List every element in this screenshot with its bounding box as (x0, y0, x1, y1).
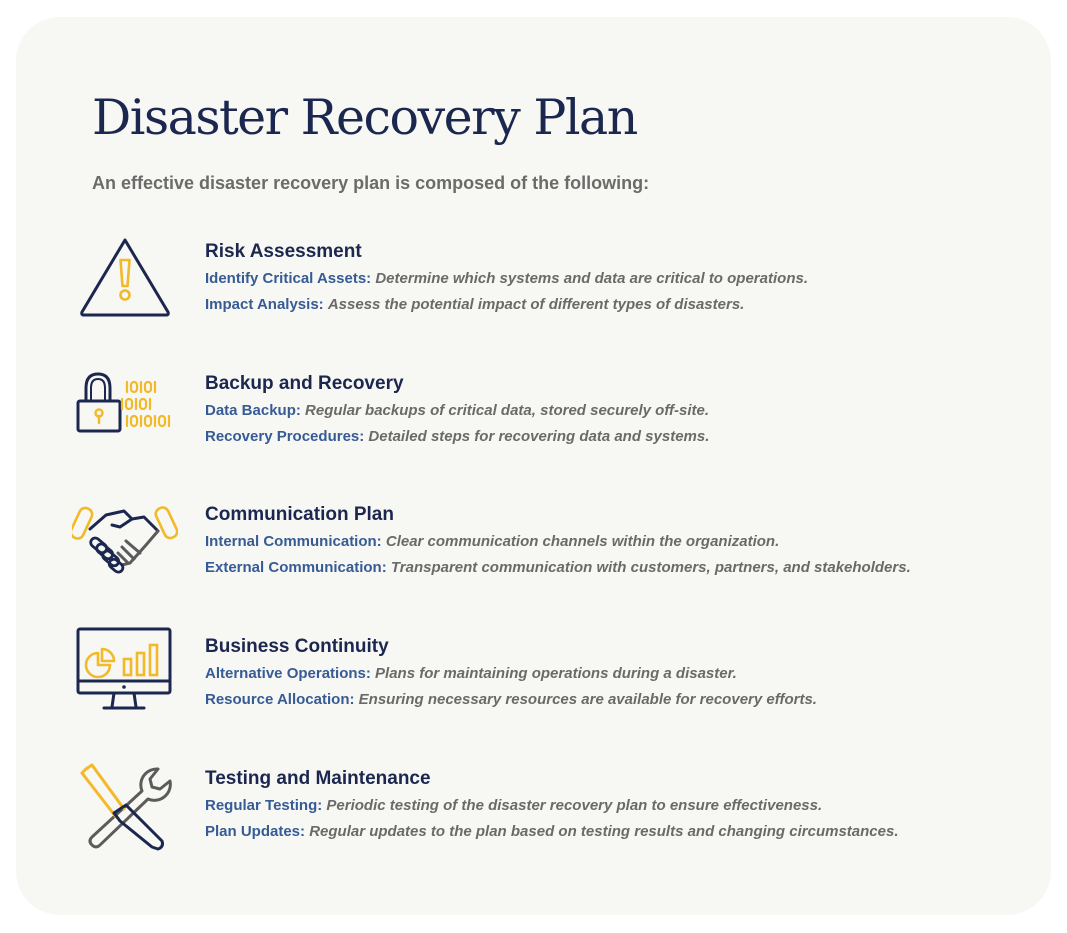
point-label: External Communication: (205, 559, 387, 576)
point-description: Plans for maintaining operations during a disaster. (375, 665, 737, 682)
point-description: Detailed steps for recovering data and systems. (368, 428, 710, 445)
point-label: Impact Analysis: (205, 296, 324, 313)
point-label: Recovery Procedures: (205, 428, 365, 445)
point-label: Internal Communication: (205, 533, 382, 550)
point-row (205, 821, 899, 843)
section-title: Communication Plan (205, 504, 394, 525)
point-row (205, 268, 808, 290)
point-row (205, 294, 808, 316)
point-row (205, 663, 817, 685)
padlock-binary-icon (72, 368, 178, 460)
section-text (205, 372, 709, 448)
handshake-icon (72, 497, 178, 589)
section-text (205, 767, 899, 843)
page-title: Disaster Recovery Plan (92, 89, 637, 146)
point-description: Regular updates to the plan based on testing results and changing circumstances. (309, 823, 899, 840)
section-text (205, 503, 911, 579)
point-label: Plan Updates: (205, 823, 306, 840)
point-label: Data Backup: (205, 402, 301, 419)
point-label: Alternative Operations: (205, 665, 371, 682)
point-row (205, 426, 709, 448)
section-title: Risk Assessment (205, 241, 362, 262)
warning-triangle-icon (72, 234, 178, 326)
point-label: Regular Testing: (205, 797, 323, 814)
section-title: Testing and Maintenance (205, 768, 431, 789)
point-row (205, 557, 911, 579)
point-row (205, 531, 911, 553)
point-row (205, 400, 709, 422)
point-description: Determine which systems and data are critical to operations. (375, 270, 808, 287)
section-text (205, 240, 808, 316)
monitor-chart-icon (72, 623, 178, 715)
point-description: Transparent communication with customers, partners, and stakeholders. (390, 559, 911, 576)
tools-icon (72, 761, 178, 853)
point-label: Resource Allocation: (205, 691, 355, 708)
point-row (205, 689, 817, 711)
point-description: Assess the potential impact of different types of disasters. (327, 296, 745, 313)
section-title: Business Continuity (205, 636, 389, 657)
point-description: Regular backups of critical data, stored securely off-site. (305, 402, 710, 419)
point-description: Clear communication channels within the organization. (385, 533, 780, 550)
section-text (205, 635, 817, 711)
point-description: Periodic testing of the disaster recovery plan to ensure effectiveness. (326, 797, 823, 814)
point-label: Identify Critical Assets: (205, 270, 372, 287)
point-row (205, 795, 899, 817)
section-title: Backup and Recovery (205, 373, 404, 394)
point-description: Ensuring necessary resources are available for recovery efforts. (358, 691, 817, 708)
page-subtitle: An effective disaster recovery plan is composed of the following: (92, 173, 650, 193)
